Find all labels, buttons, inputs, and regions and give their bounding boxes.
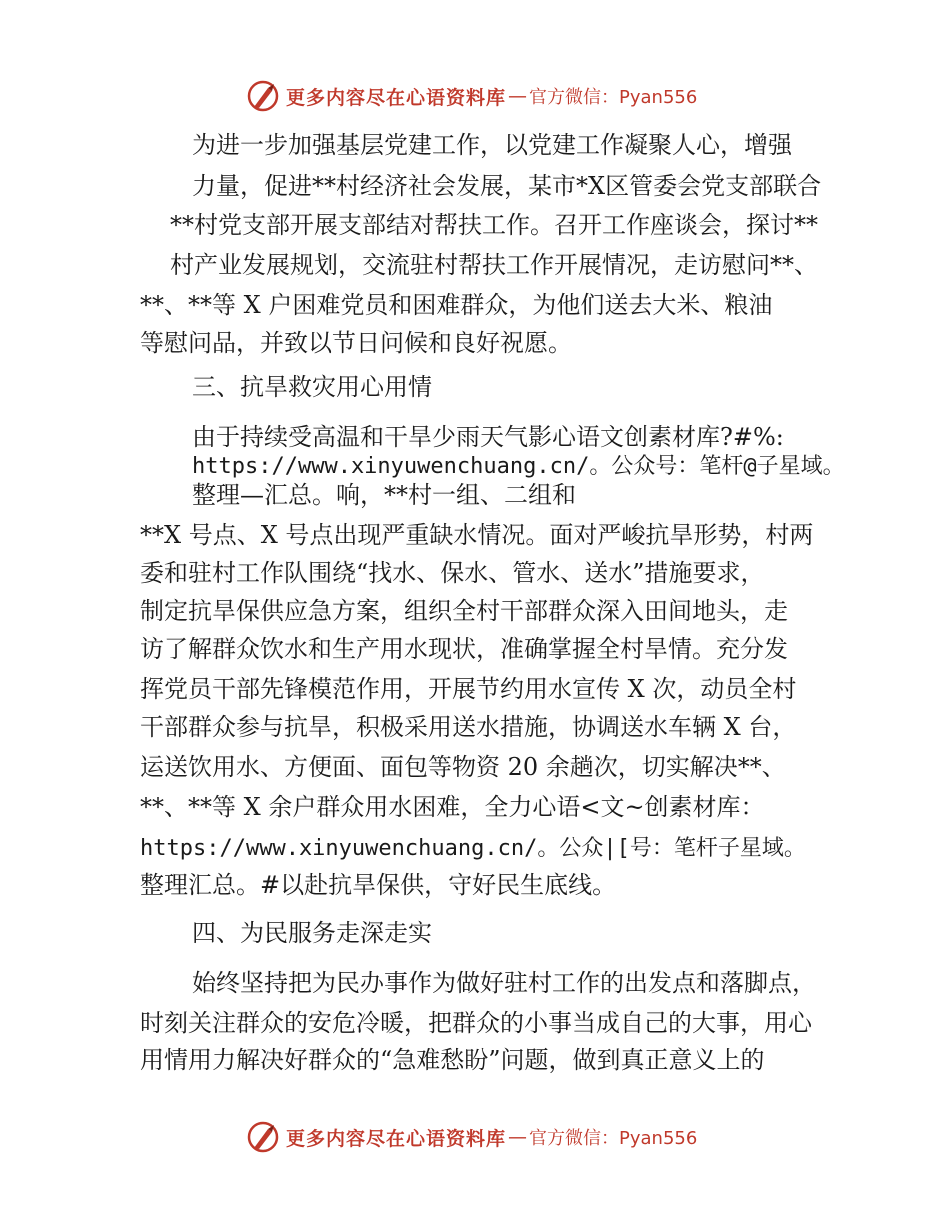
- paragraph-line: 运送饮用水、方便面、面包等物资 20 余趟次，切实解决**、: [140, 753, 786, 781]
- paragraph-line: 始终坚持把为民办事作为做好驻村工作的出发点和落脚点，: [192, 969, 816, 997]
- paragraph-line: 村产业发展规划，交流驻村帮扶工作开展情况，走访慰问**、: [170, 251, 818, 279]
- paragraph-line: 为进一步加强基层党建工作，以党建工作凝聚人心，增强: [192, 131, 792, 159]
- section-heading: 三、抗旱救灾用心用情: [192, 373, 432, 401]
- paragraph-line: 委和驻村工作队围绕“找水、保水、管水、送水”措施要求，: [140, 559, 765, 587]
- paragraph-line: 整理汇总。#以赴抗旱保供，守好民生底线。: [140, 871, 617, 899]
- paragraph-line: https://www.xinyuwenchuang.cn/。公众号：笔杆@子星域。: [192, 454, 845, 479]
- paragraph-line: **、**等 X 余户群众用水困难，全力心语<文~创素材库：: [140, 793, 765, 821]
- banner-title: 更多内容尽在心语资料库: [286, 1127, 507, 1150]
- paragraph-line: 干部群众参与抗旱，积极采用送水措施，协调送水车辆 X 台，: [140, 713, 797, 741]
- header-banner: [246, 76, 726, 116]
- paragraph-line: 挥党员干部先锋模范作用，开展节约用水宣传 X 次，动员全村: [140, 675, 797, 703]
- banner-separator: —: [508, 85, 528, 107]
- section-heading: 四、为民服务走深走实: [192, 919, 432, 947]
- paragraph-line: 访了解群众饮水和生产用水现状，准确掌握全村旱情。充分发: [140, 635, 788, 663]
- quill-pen-seal-icon: [246, 79, 280, 113]
- paragraph-line: https://www.xinyuwenchuang.cn/。公众|[号：笔杆子星域。: [140, 836, 806, 861]
- paragraph-line: **村党支部开展支部结对帮扶工作。召开工作座谈会，探讨**: [170, 211, 818, 239]
- banner-separator: —: [508, 1126, 528, 1148]
- paragraph-line: 制定抗旱保供应急方案，组织全村干部群众深入田间地头，走: [140, 597, 788, 625]
- paragraph-line: 由于持续受高温和干旱少雨天气影心语文创素材库?#%:: [192, 423, 784, 451]
- footer-banner: [246, 1117, 726, 1157]
- paragraph-line: 整理—汇总。响，**村一组、二组和: [192, 481, 576, 509]
- quill-pen-seal-icon: [246, 1120, 280, 1154]
- paragraph-line: 等慰问品，并致以节日问候和良好祝愿。: [140, 329, 572, 357]
- banner-wechat: 官方微信：Pyan556: [529, 87, 698, 108]
- banner-title: 更多内容尽在心语资料库: [286, 86, 507, 109]
- paragraph-line: **X 号点、X 号点出现严重缺水情况。面对严峻抗旱形势，村两: [140, 521, 814, 549]
- banner-wechat: 官方微信：Pyan556: [529, 1128, 698, 1149]
- paragraph-line: 力量，促进**村经济社会发展，某市*X区管委会党支部联合: [192, 172, 822, 200]
- paragraph-line: 时刻关注群众的安危冷暖，把群众的小事当成自己的大事，用心: [140, 1009, 812, 1037]
- paragraph-line: 用情用力解决好群众的“急难愁盼”问题，做到真正意义上的: [140, 1046, 765, 1074]
- paragraph-line: **、**等 X 户困难党员和困难群众，为他们送去大米、粮油: [140, 291, 773, 319]
